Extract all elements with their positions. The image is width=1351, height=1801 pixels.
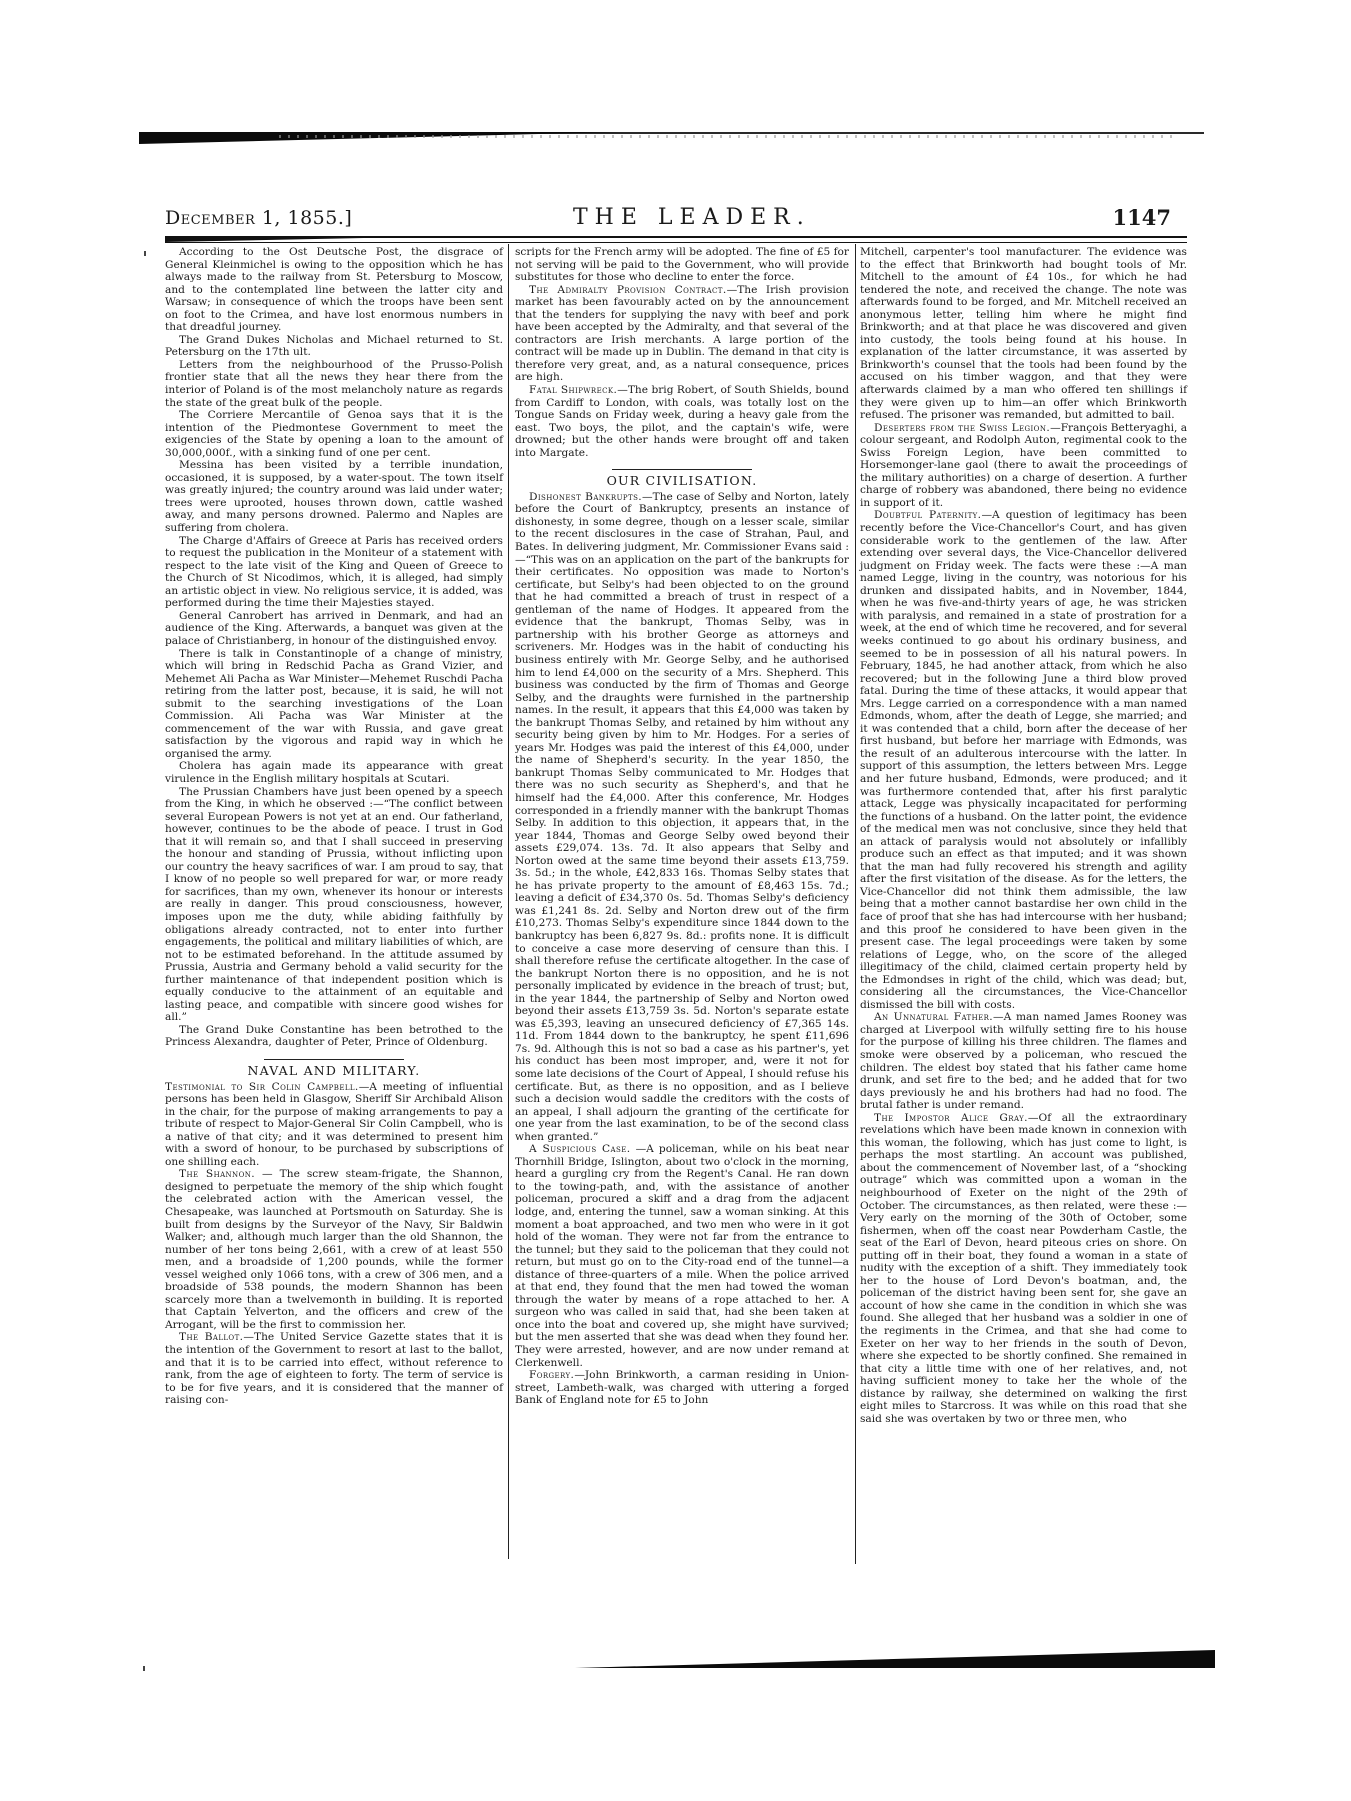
paragraph-text: The Grand Dukes Nicholas and Michael returned to St. Petersburg on the 17th ult. — [165, 333, 503, 359]
paragraph-text: According to the Ost Deutsche Post, the disgrace of General Kleinmichel is owing to the opposition which he has always made to the railway from St. Petersburg to Moscow, and to the contemplated line between the latter city and Warsaw; in consequence of which the troops have been sent on foot to the Crimea, and have lost enormous numbers in that dreadful journey. — [165, 246, 503, 334]
paragraph-text: —A question of legitimacy has been recently before the Vice-Chancellor's Court, and has given considerable work to the gentlemen of the law. After extending over several days, the Vice-Chancellor delivered judgment on Friday week. The facts were these :—A man named Legge, living in the country, was notorious for his drunken and dissipated habits, and in November, 1844, when he was five-and-thirty years of age, he was stricken with paralysis, and remained in a state of prostration for a week, at the end of which time he recovered, and for several weeks continued to go about his ordinary business, and seemed to be in possession of all his natural powers. In February, 1845, he had another attack, from which he also recovered; but in the following June a third blow proved fatal. During the time of these attacks, it would appear that Mrs. Legge carried on a correspondence with a man named Edmonds, whom, after the death of Legge, she married; and it was contended that a child, born after the decease of her first husband, but before her marriage with Edmonds, was the result of an adulterous intercourse with the latter. In support of this assumption, the letters between Mrs. Legge and her future husband, Edmonds, were produced; and it was furthermore contended that, after his first paralytic attack, Legge was physically incapacitated for performing the functions of a husband. On the latter point, the evidence of the medical men was not conclusive, since they held that an attack of paralysis would not absolutely or infallibly produce such an effect as that imputed; and it was shown that the man had fully recovered his strength and agility after the first visitation of the disease. As for the letters, the Vice-Chancellor did not think them admissible, the law being that a mother cannot bastardise her own child in the face of proof that she has had intercourse with her husband; and this proof he considered to have been given in the present case. The legal proceedings were taken by some relations of Legge, who, on the score of the alleged illegitimacy of the child, claimed certain property held by the Edmondses in right of the child, which was dead; but, considering all the circumstances, the Vice-Chancellor dismissed the bill with costs. — [860, 509, 1188, 1011]
publication-title: THE LEADER. — [573, 205, 811, 230]
paragraph-text: —John Brinkworth, a carman residing in Union-street, Lambeth-walk, was charged with uttering a forged Bank of England note for £5 to John — [515, 1369, 849, 1407]
masthead-rule-wedge — [165, 236, 465, 242]
paragraph-text: Letters from the neighbourhood of the Prusso-Polish frontier state that all the news they hear there from the interior of Poland is of the most melancholy nature as regards the state of the great bulk of the people. — [165, 358, 503, 409]
paragraph-text: Messina has been visited by a terrible inundation, occasioned, it is supposed, by a water-spout. The town itself was greatly injured; the country around was laid under water; trees were uprooted, houses thrown down, cattle washed away, and many persons drowned. Palermo and Naples are suffering from cholera. — [165, 459, 503, 535]
paragraph — [515, 1143, 849, 1369]
paragraph-text: The Charge d'Affairs of Greece at Paris has received orders to request the publication in the Moniteur of a statement with respect to the late visit of the King and Queen of Greece to the Church of St Nicodimos, which, it is alleged, had simply an artistic object in view. No religious service, it is added, was performed during the time their Majesties stayed. — [165, 534, 503, 610]
paragraph-text: There is talk in Constantinople of a change of ministry, which will bring in Redschid Pacha as Grand Vizier, and Mehemet Ali Pacha as War Minister—Mehemet Ruschdi Pacha retiring from the latter post, because, it is said, he will not submit to the searching investigations of the Loan Commission. Ali Pacha was War Minister at the commencement of the war with Russia, and gave great satisfaction by the vigorous and rapid way in which he organised the army. — [165, 647, 503, 760]
paragraph-text: —The United Service Gazette states that it is the intention of the Government to resort at last to the ballot, and that it is to be carried into effect, without reference to rank, from the age of eighteen to forty. The term of service is to be for five years, and it is considered that the manner of raising con- — [165, 1331, 503, 1407]
scan-speck — [144, 251, 146, 256]
paragraph-text: —A policeman, while on his beat near Thornhill Bridge, Islington, about two o'clock in the morning, heard a gurgling cry from the Regent's Canal. He ran down to the towing-path, and, with the assistance of another policeman, procured a skiff and a drag from the adjacent lodge, and, entering the tunnel, saw a woman sinking. At this moment a boat approached, and two men who were in it got hold of the woman. They were not far from the entrance to the tunnel; but they said to the policeman that they could not return, but must go on to the City-road end of the tunnel—a distance of three-quarters of a mile. When the police arrived at that end, they found that the men had towed the woman through the water by means of a rope attached to her. A surgeon who was called in said that, had she been taken at once into the boat and covered up, she might have survived; but the men asserted that she was dead when they found her. They were arrested, however, and are now under remand at Clerkenwell. — [515, 1143, 849, 1369]
paragraph — [165, 1168, 503, 1331]
paragraph-text: — The screw steam-frigate, the Shannon, designed to perpetuate the memory of the ship which fought the celebrated action with the American vessel, the Chesapeake, was launched at Portsmouth on Saturday. She is built from designs by the Surveyor of the Navy, Sir Baldwin Walker; and, although much larger than the old Shannon, the number of her tons being 2,661, with a crew of at least 550 men, and a broadside of 1,200 pounds, while the former vessel weighed only 1066 tons, with a crew of 306 men, and a broadside of 538 pounds, the modern Shannon has been scarcely more than a twelvemonth in building. It is reported that Captain Yelverton, and the officers and crew of the Arrogant, will be the first to commission her. — [165, 1168, 503, 1331]
paragraph — [165, 334, 503, 359]
paragraph-text: —A meeting of influential persons has been held in Glasgow, Sheriff Sir Archibald Alison in the chair, for the purpose of making arrangements to pay a tribute of respect to Major-General Sir Colin Campbell, who is a native of that city; and it was determined to present him with a sword of honour, to be purchased by subscriptions of one shilling each. — [165, 1080, 503, 1168]
scan-speck — [143, 1666, 145, 1671]
paragraph — [165, 1024, 503, 1049]
paragraph — [515, 384, 849, 459]
paragraph-lead: The Impostor Alice Gray. — [874, 1111, 1028, 1124]
paragraph — [515, 491, 849, 1143]
paragraph — [515, 246, 849, 284]
article-column-2 — [515, 246, 849, 1407]
paragraph-lead: Forgery. — [529, 1369, 575, 1382]
paragraph-text: The Corriere Mercantile of Genoa says that it is the intention of the Piedmontese Government to meet the exigencies of the State by opening a loan to the amount of 30,000,000f., with a sinking fund of one per cent. — [165, 409, 503, 459]
section-rule — [264, 1059, 404, 1060]
paragraph-text: —Of all the extraordinary revelations which have been made known in connexion with this woman, the following, which has just come to light, is perhaps the most startling. An account was published, about the commencement of November last, of a “shocking outrage” which was committed upon a woman in the neighbourhood of Exeter on the night of the 29th of October. The circumstances, as then related, were these :—Very early on the morning of the 30th of October, some fishermen, when off the coast near Powderham Castle, the seat of the Earl of Devon, heard piteous cries on shore. On putting off in their boat, they found a woman in a state of nudity with the exception of a shift. They immediately took her to the house of Lord Devon's boatman, and, the policeman of the district having been sent for, she gave an account of how she came in the condition in which she was found. She alleged that her husband was a soldier in one of the regiments in the Crimea, and that she had come to Exeter on her way to her friends in the south of Devon, where she expected to be shortly confined. She remained in that city a little time with one of her relatives, and, not having sufficient money to take her the whole of the distance by railway, she determined on walking the first eight miles to Starcross. It was while on this road that she said she was overtaken by two or three men, who — [860, 1111, 1187, 1425]
bottom-scan-edge-band — [575, 1650, 1215, 1668]
paragraph-text: —The brig Robert, of South Shields, bound from Cardiff to London, with coals, was totally lost on the Tongue Sands on Friday week, during a heavy gale from the east. Two boys, the pilot, and the captain's wife, were drowned; but the other hands were brought off and taken into Margate. — [515, 384, 849, 459]
paragraph — [165, 409, 503, 459]
paragraph-text: —The Irish provision market has been favourably acted on by the announcement that the tenders for supplying the navy with beef and pork have been accepted by the Admiralty, and that several of the contractors are Irish merchants. A large portion of the contract will be made up in Dublin. The demand in that city is therefore very great, and, as a natural consequence, prices are high. — [515, 283, 849, 384]
paragraph-lead: The Admiralty Provision Contract. — [529, 283, 727, 296]
paragraph — [860, 422, 1187, 510]
top-scan-edge-band — [139, 132, 1204, 144]
paragraph-text: The Grand Duke Constantine has been betrothed to the Princess Alexandra, daughter of Peter, Prince of Oldenburg. — [165, 1023, 503, 1049]
top-band-speckle — [279, 135, 1179, 138]
paragraph — [860, 1011, 1187, 1111]
page-number: 1147 — [1112, 205, 1171, 230]
article-column-3 — [860, 246, 1187, 1425]
paragraph — [165, 1331, 503, 1406]
section-heading-our-civilisation: OUR CIVILISATION. — [606, 473, 758, 489]
paragraph — [165, 648, 503, 761]
article-column-1 — [165, 246, 503, 1407]
paragraph-lead: Deserters from the Swiss Legion. — [874, 421, 1051, 434]
paragraph — [165, 246, 503, 334]
paragraph-text: The Prussian Chambers have just been opened by a speech from the King, in which he observed :—“The conflict between several European Powers is not yet at an end. Our fatherland, however, continues to be the abode of peace. I trust in God that it will remain so, and that I shall succeed in preserving the honour and standing of Prussia, without inflicting upon our country the heavy sacrifices of war. I am proud to say, that I know of no people so well prepared for war, or more ready for sacrifices, than my own, whenever its honour or interests are really in danger. This proud consciousness, however, imposes upon me the duty, while abiding faithfully by obligations already contracted, not to enter into further engagements, the political and military liabilities of which, are not to be estimated beforehand. In the attitude assumed by Prussia, Austria and Germany behold a valid security for the further maintenance of that independent position which is equally conducive to the attainment of an equitable and lasting peace, and compatible with sincere good wishes for all.” — [165, 785, 503, 1024]
paragraph — [165, 459, 503, 534]
section-heading-naval-and-military: NAVAL AND MILITARY. — [247, 1063, 421, 1078]
paragraph-text: General Canrobert has arrived in Denmark, and had an audience of the King. Afterwards, a banquet was given at the palace of Christianberg, in honour of the distinguished envoy. — [165, 609, 503, 647]
page-masthead — [165, 205, 1185, 235]
paragraph-lead: Testimonial to Sir Colin Campbell. — [165, 1080, 359, 1093]
bottom-band-wedge — [575, 1650, 1215, 1668]
paragraph — [165, 359, 503, 409]
top-band-wedge — [139, 132, 619, 144]
paragraph — [165, 786, 503, 1024]
paragraph — [860, 509, 1187, 1011]
section-rule — [612, 469, 752, 470]
column-divider-1 — [508, 244, 509, 1559]
paragraph — [165, 610, 503, 648]
paragraph-text: —The case of Selby and Norton, lately before the Court of Bankruptcy, presents an instance of dishonesty, in some degree, though on a lesser scale, similar to the recent disclosures in the case of Strahan, Paul, and Bates. In delivering judgment, Mr. Commissioner Evans said :—“This was on an application on the part of the bankrupts for their certificates. No opposition was made to Norton's certificate, but Selby's had been objected to on the ground that he had committed a breach of trust in respect of a gentleman of the name of Hodges. It appeared from the evidence that the bankrupt, Thomas Selby, was in partnership with his brother George as attorneys and scriveners. Mr. Hodges was in the habit of conducting his business entirely with Mr. George Selby, and he authorised him to lend £4,000 on the security of a Mrs. Shepherd. This business was conducted by the firm of Thomas and George Selby, and the draughts were furnished in the partnership names. In the result, it appears that this £4,000 was taken by the bankrupt Thomas Selby, and retained by him without any security being given by him to Mr. Hodges. For a series of years Mr. Hodges was paid the interest of this £4,000, under the name of Shepherd's security. In the year 1850, the bankrupt Thomas Selby communicated to Mr. Hodges that there was no such security as Shepherd's, and that he himself had the £4,000. After this conference, Mr. Hodges corresponded in a friendly manner with the bankrupt Thomas Selby. In addition to this objection, it appears that, in the year 1844, Thomas and George Selby owed beyond their assets £29,074. 13s. 7d. It also appears that Selby and Norton owed at the same time beyond their assets £13,759. 3s. 5d.; in the whole, £42,833 16s. Thomas Selby states that he has private property to the amount of £8,463 15s. 7d.; leaving a deficit of £34,370 0s. 5d. Thomas Selby's deficiency was £1,241 8s. 2d. Selby and Norton drew out of the firm £10,273. Thomas Selby's expenditure since 1844 down to the bankruptcy has been 6,827 9s. 8d.: profits none. It is difficult to conceive a case more deserving of censure than this. I shall therefore refuse the certificate altogether. In the case of the bankrupt Norton there is no opposition, and he is not personally implicated by evidence in the breach of trust; but, in the year 1844, the partnership of Selby and Norton owed beyond their assets £13,759 3s. 5d. Norton's separate estate was £5,393, leaving an unsecured deficiency of £7,365 14s. 11d. From 1844 down to the bankruptcy, he spent £11,696 7s. 9d. Although this is not so bad a case as his partner's, yet his conduct has been most improper, and, were it not for some late decisions of the Court of Appeal, I should refuse his certificate. But, as there is no opposition, and as I believe such a decision would saddle the creditors with the costs of an appeal, I shall adjourn the granting of the certificate for one year from the last examination, to be of the second class when granted.” — [515, 490, 850, 1143]
paragraph — [860, 1112, 1187, 1426]
paragraph-lead: Fatal Shipwreck. — [529, 384, 618, 397]
paragraph-lead: The Shannon. — [179, 1168, 256, 1181]
paragraph-lead: The Ballot. — [179, 1331, 244, 1344]
paragraph-text: Mitchell, carpenter's tool manufacturer. The evidence was to the effect that Brinkworth had bought tools of Mr. Mitchell to the amount of £4 10s., for which he had tendered the note, and received the change. The note was afterwards found to be forged, and Mr. Mitchell received an anonymous letter, telling him where he might find Brinkworth; and at that place he was discovered and given into custody, the tools being found at his house. In explanation of the latter circumstance, it was asserted by Brinkworth's counsel that the tools had been found by the accused on his timber waggon, and that they were afterwards claimed by a man who offered ten shillings if they were given up to him—an offer which Brinkworth refused. The prisoner was remanded, but admitted to bail. — [860, 246, 1187, 422]
paragraph-lead: A Suspicious Case. — [529, 1143, 631, 1156]
paragraph-text: Cholera has again made its appearance with great virulence in the English military hospitals at Scutari. — [165, 760, 503, 785]
paragraph — [515, 284, 849, 384]
paragraph — [165, 1081, 503, 1169]
paragraph-lead: An Unnatural Father. — [874, 1011, 994, 1024]
paragraph — [515, 1369, 849, 1407]
issue-date: December 1, 1855.] — [165, 207, 353, 229]
paragraph — [165, 760, 503, 785]
paragraph-lead: Doubtful Paternity. — [874, 509, 982, 522]
paragraph — [165, 535, 503, 610]
paragraph-text: —François Betteryaghi, a colour sergeant, and Rodolph Auton, regimental cook to the Swiss Foreign Legion, have been committed to Horsemonger-lane gaol (there to await the proceedings of the military authorities) on a charge of desertion. A further charge of robbery was abandoned, there being no evidence in support of it. — [860, 421, 1188, 509]
paragraph-text: —A man named James Rooney was charged at Liverpool with wilfully setting fire to his house for the purpose of killing his three children. The flames and smoke were observed by a policeman, who rescued the children. The eldest boy stated that his father came home drunk, and set fire to the bed; and he added that for two days previously he and his brothers had had no food. The brutal father is under remand. — [860, 1011, 1187, 1112]
paragraph-text: scripts for the French army will be adopted. The fine of £5 for not serving will be paid to the Government, who will provide substitutes for those who decline to enter the force. — [515, 246, 849, 284]
paragraph-lead: Dishonest Bankrupts. — [529, 490, 643, 503]
column-divider-2 — [855, 244, 856, 1564]
paragraph — [860, 246, 1187, 422]
